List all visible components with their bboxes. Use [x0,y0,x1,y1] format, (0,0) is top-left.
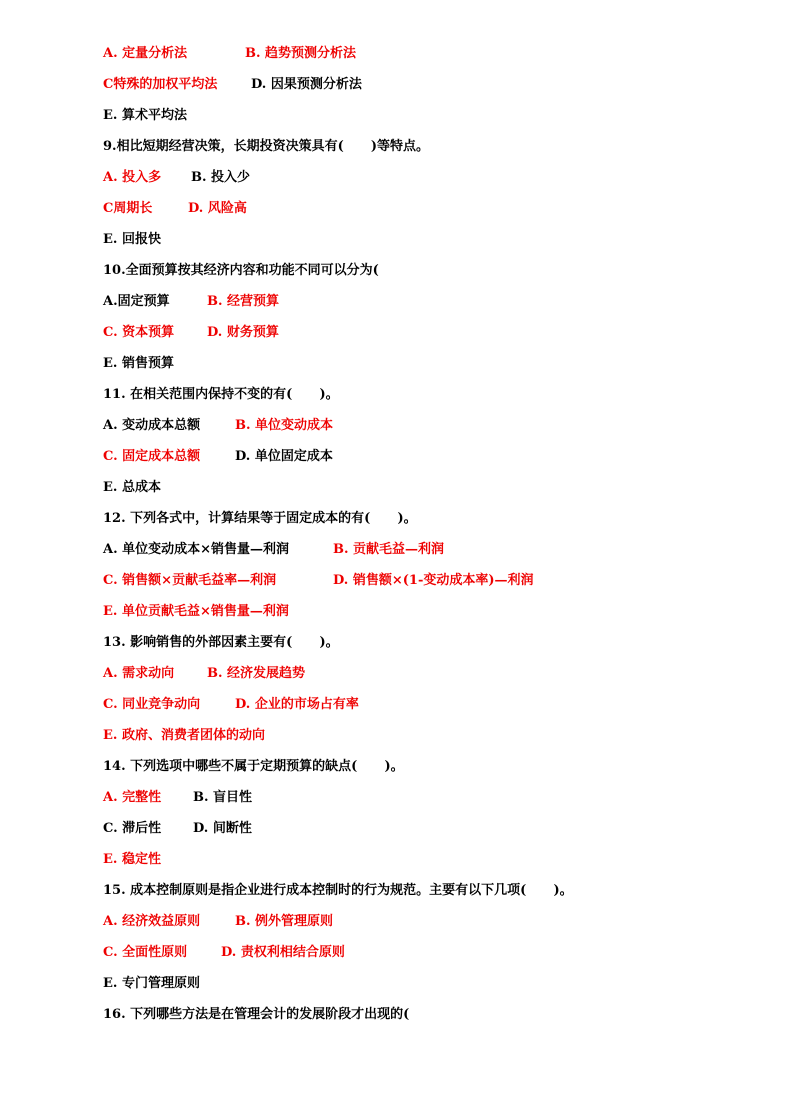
answer-option: E. 单位贡献毛益×销售量—利润 [103,604,289,619]
text-line [103,602,763,633]
text-line [103,540,763,571]
text-segment: D. 单位固定成本 [235,449,333,464]
text-line [103,199,763,230]
text-segment: 15. 成本控制原则是指企业进行成本控制时的行为规范。主要有以下几项( )。 [103,883,573,898]
answer-option: A. 经济效益原则 [103,914,201,929]
text-line [103,633,763,664]
text-line [103,44,763,75]
text-line [103,912,763,943]
text-segment: E. 专门管理原则 [103,976,200,991]
text-segment: A. 单位变动成本×销售量—利润 [103,542,290,557]
answer-option: B. 贡献毛益—利润 [333,542,445,557]
text-line [103,509,763,540]
answer-option: B. 例外管理原则 [235,914,334,929]
text-line [103,447,763,478]
text-segment: 13. 影响销售的外部因素主要有( )。 [103,635,339,650]
text-segment: E. 销售预算 [103,356,174,371]
text-segment: B. 盲目性 [193,790,253,805]
answer-option: C. 固定成本总额 [103,449,201,464]
answer-option: D. 责权利相结合原则 [221,945,345,960]
text-segment: 16. 下列哪些方法是在管理会计的发展阶段才出现的( [103,1007,410,1022]
text-segment: A. 变动成本总额 [103,418,201,433]
text-line [103,726,763,757]
answer-option: A. 需求动向 [103,666,175,681]
text-segment: 12. 下列各式中，计算结果等于固定成本的有( )。 [103,511,417,526]
answer-option: C周期长 [103,201,153,216]
text-segment: B. 投入少 [191,170,251,185]
text-line [103,819,763,850]
answer-option: C. 全面性原则 [103,945,188,960]
text-line [103,323,763,354]
text-segment: E. 算术平均法 [103,108,187,123]
text-segment: C. 滞后性 [103,821,162,836]
answer-option: C. 同业竞争动向 [103,697,201,712]
answer-option: C特殊的加权平均法 [103,77,218,92]
answer-option: D. 财务预算 [207,325,279,340]
text-line [103,664,763,695]
answer-option: C. 资本预算 [103,325,175,340]
answer-option: A. 投入多 [103,170,162,185]
text-line [103,974,763,1005]
answer-option: A. 定量分析法 [103,46,188,61]
text-line [103,416,763,447]
text-line [103,478,763,509]
text-line [103,292,763,323]
text-segment: E. 总成本 [103,480,161,495]
answer-option: D. 销售额×(1-变动成本率)—利润 [333,573,534,588]
answer-option: D. 风险高 [188,201,247,216]
answer-option: B. 单位变动成本 [235,418,334,433]
text-line [103,850,763,881]
document-body [103,44,763,1036]
text-line [103,1005,763,1036]
text-segment: A.固定预算 [103,294,170,309]
text-line [103,168,763,199]
answer-option: C. 销售额×贡献毛益率—利润 [103,573,277,588]
answer-option: B. 趋势预测分析法 [245,46,357,61]
text-line [103,695,763,726]
answer-option: A. 完整性 [103,790,162,805]
answer-option: B. 经营预算 [207,294,280,309]
text-segment: D. 因果预测分析法 [251,77,362,92]
text-line [103,788,763,819]
text-line [103,354,763,385]
text-line [103,571,763,602]
text-line [103,943,763,974]
text-line [103,75,763,106]
answer-option: E. 政府、消费者团体的动向 [103,728,265,743]
text-line [103,385,763,416]
text-line [103,881,763,912]
text-line [103,261,763,292]
text-line [103,230,763,261]
text-line [103,106,763,137]
text-segment: D. 间断性 [193,821,252,836]
text-line [103,757,763,788]
text-segment: E. 回报快 [103,232,161,247]
answer-option: D. 企业的市场占有率 [235,697,359,712]
text-segment: 9.相比短期经营决策，长期投资决策具有( )等特点。 [103,139,430,154]
answer-option: E. 稳定性 [103,852,161,867]
answer-option: B. 经济发展趋势 [207,666,306,681]
text-line [103,137,763,168]
text-segment: 11. 在相关范围内保持不变的有( )。 [103,387,339,402]
text-segment: 14. 下列选项中哪些不属于定期预算的缺点( )。 [103,759,404,774]
text-segment: 10.全面预算按其经济内容和功能不同可以分为( [103,263,379,278]
